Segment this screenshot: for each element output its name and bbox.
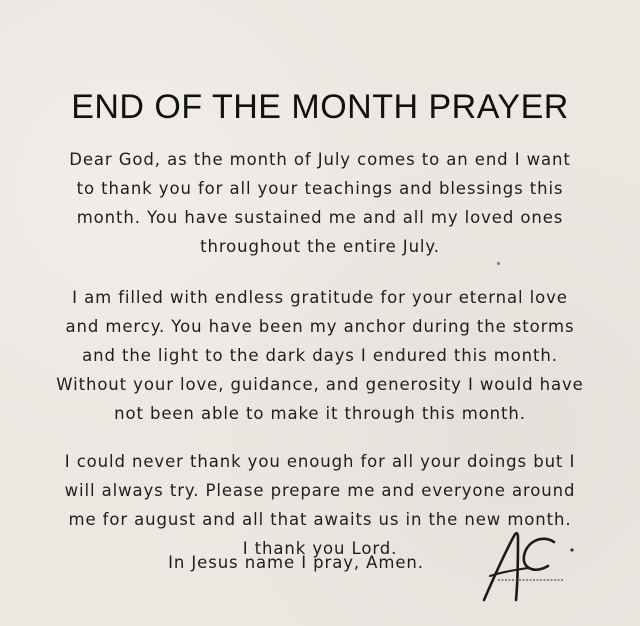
signature-monogram-logo	[468, 524, 588, 606]
paragraph-1	[20, 145, 620, 261]
paragraph-line: Without your love, guidance, and generosity I would have	[56, 375, 584, 394]
paragraph-line: to thank you for all your teachings and blessings this	[76, 179, 564, 198]
paragraph-line: Dear God, as the month of July comes to an end I want	[69, 150, 571, 169]
paragraph-line: and the light to the dark days I endured this month.	[82, 346, 558, 365]
paragraph-2	[20, 283, 620, 428]
paragraph-line: and mercy. You have been my anchor during the storms	[65, 317, 575, 336]
closing-text: In Jesus name I pray, Amen.	[168, 553, 424, 572]
paragraph-line: me for august and all that awaits us in the new month.	[68, 510, 572, 529]
paragraph-line: throughout the entire July.	[200, 237, 440, 256]
paragraph-line: I am filled with endless gratitude for your eternal love	[72, 288, 568, 307]
paragraph-line: will always try. Please prepare me and everyone around	[64, 481, 576, 500]
paragraph-line: I thank you Lord.	[242, 539, 398, 558]
paragraph-line: month. You have sustained me and all my loved ones	[76, 208, 564, 227]
paragraph-line: not been able to make it through this month.	[114, 404, 526, 423]
paragraph-line: I could never thank you enough for all your doings but I	[64, 452, 576, 471]
page-title: END OF THE MONTH PRAYER	[71, 88, 569, 126]
decorative-speck	[497, 262, 500, 265]
